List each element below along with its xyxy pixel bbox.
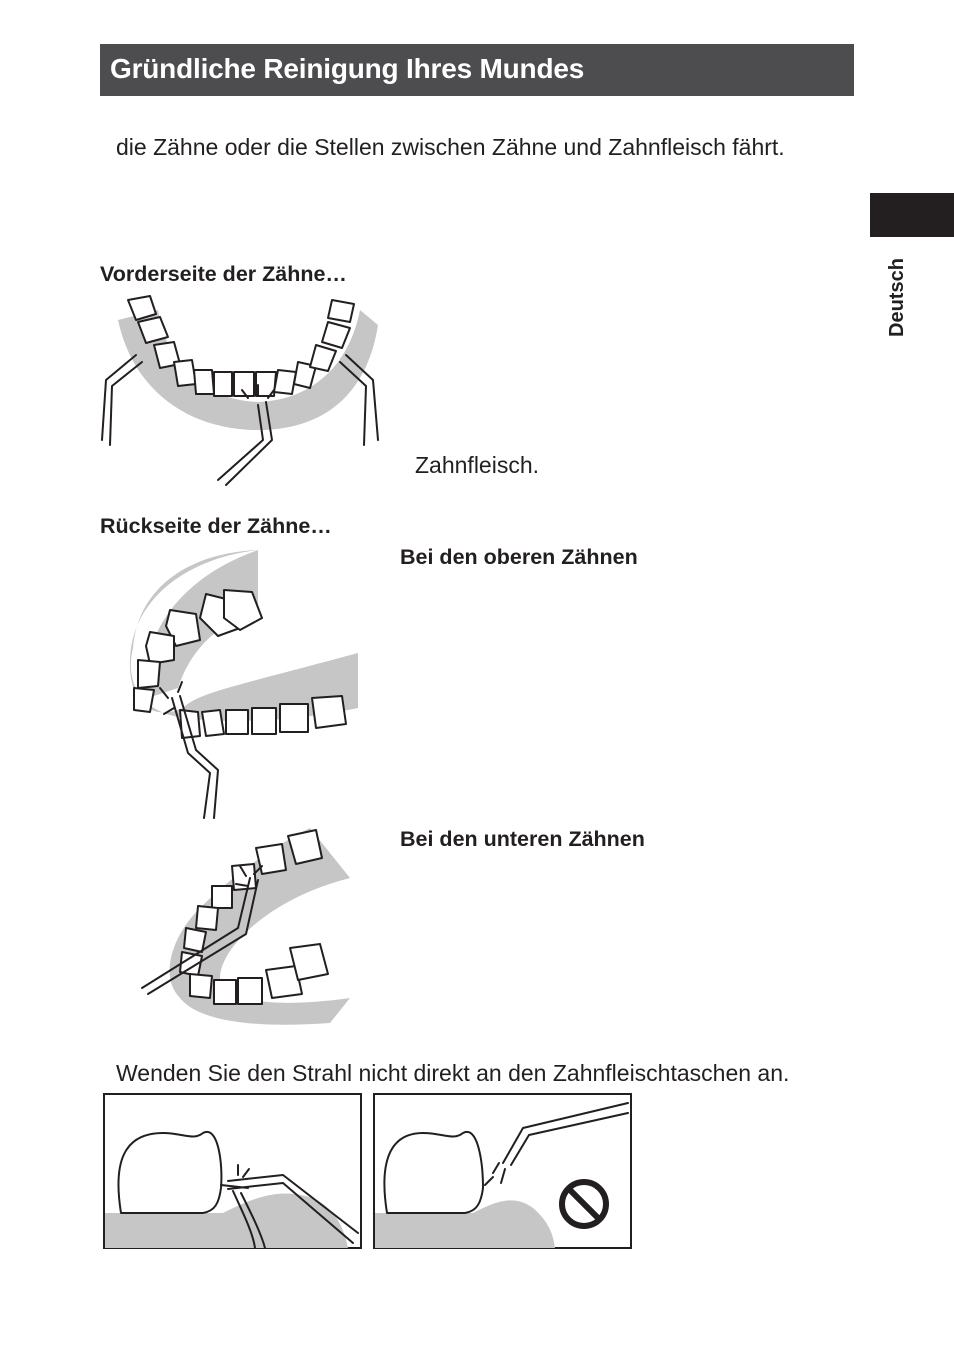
language-tab-marker	[870, 193, 954, 237]
warning-text: Wenden Sie den Strahl nicht direkt an den Zahnfleischtaschen an.	[116, 1060, 790, 1086]
upper-teeth-heading: Bei den oberen Zähnen	[400, 545, 638, 569]
front-teeth-heading: Vorderseite der Zähne…	[100, 262, 347, 286]
front-teeth-caption: Zahnfleisch.	[415, 452, 540, 478]
back-teeth-heading: Rückseite der Zähne…	[100, 514, 332, 538]
correct-angle-illustration	[103, 1093, 362, 1249]
upper-teeth-illustration	[128, 548, 363, 820]
prohibited-icon	[556, 1176, 612, 1232]
language-tab-label: Deutsch	[886, 258, 908, 337]
section-header	[100, 44, 854, 96]
front-teeth-illustration	[98, 290, 388, 490]
lower-teeth-illustration	[140, 828, 354, 1024]
intro-text: die Zähne oder die Stellen zwischen Zähne und Zahnfleisch fährt.	[116, 134, 785, 160]
page-title: Gründliche Reinigung Ihres Mundes	[110, 53, 585, 84]
lower-teeth-heading: Bei den unteren Zähnen	[400, 827, 645, 851]
